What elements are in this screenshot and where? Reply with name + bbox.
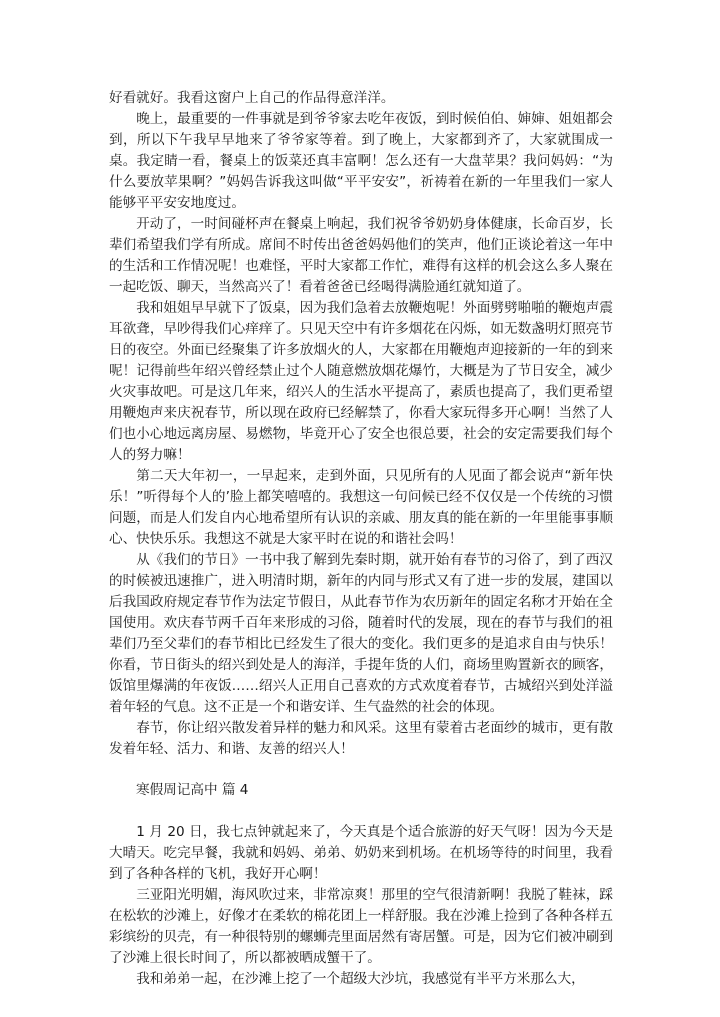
- paragraph: 开动了，一时间碰杯声在餐桌上响起，我们祝爷爷奶奶身体健康，长命百岁，长辈们希望我们学有所成。席间不时传出爸爸妈妈他们的笑声，他们正谈论着这一年中的生活和工作情况呢！也难怪，平时大家都工作忙，难得有这样的机会这么多人聚在一起吃饭、聊天，当然高兴了！看着爸爸已经喝得满脸通红就知道了。: [109, 216, 613, 295]
- paragraph: 春节，你让绍兴散发着异样的魅力和风采。这里有蒙着古老面纱的城市，更有散发着年轻、活力、和谐、友善的绍兴人！: [109, 720, 613, 757]
- paragraph: 我和姐姐早早就下了饭桌，因为我们急着去放鞭炮呢！外面劈劈啪啪的鞭炮声震耳欲聋，早吵得我们心痒痒了。只见天空中有许多烟花在闪烁，如无数盏明灯照亮节日的夜空。外面已经聚集了许多放烟火的人，大家都在用鞭炮声迎接新的一年的到来呢！记得前些年绍兴曾经禁止过个人随意燃放烟花爆竹，大概是为了节日安全，减少火灾事故吧。可是这几年来，绍兴人的生活水平提高了，素质也提高了，我们更希望用鞭炮声来庆祝春节，所以现在政府已经解禁了，你看大家玩得多开心啊！当然了人们也小心地远离房屋、易燃物，毕竟开心了安全也很总要，社会的安定需要我们每个人的努力嘛！: [109, 300, 613, 463]
- paragraph: 好看就好。我看这窗户上自己的作品得意洋洋。: [109, 90, 395, 106]
- paragraph: 晚上，最重要的一件事就是到爷爷家去吃年夜饭，到时候伯伯、婶婶、姐姐都会到，所以下午我早早地来了爷爷家等着。到了晚上，大家都到齐了，大家就围成一桌。我定睛一看，餐桌上的饭菜还真丰富啊！怎么还有一大盘苹果？我问妈妈：“为什么要放苹果啊？”妈妈告诉我这叫做“平平安安”，祈祷着在新的一年里我们一家人能够平平安安地度过。: [109, 111, 613, 211]
- paragraph: 三亚阳光明媚，海风吹过来，非常凉爽！那里的空气很清新啊！我脱了鞋袜，踩在松软的沙滩上，好像才在柔软的棉花团上一样舒服。我在沙滩上捡到了各种各样五彩缤纷的贝壳，有一种很特别的螺蛳壳里面居然有寄居蟹。可是，因为它们被冲刷到了沙滩上很长时间了，所以都被晒成蟹干了。: [109, 887, 613, 966]
- section-title: 寒假周记高中 篇 4: [136, 782, 249, 798]
- paragraph: 第二天大年初一，一早起来，走到外面，只见所有的人见面了都会说声“新年快乐！”听得每个人的’脸上都笑嘻嘻的。我想这一句问候已经不仅仅是一个传统的习惯问题，而是人们发自内心地希望所有认识的亲戚、朋友真的能在新的一年里能事事顺心、快快乐乐。我想这不就是大家平时在说的和谐社会吗！: [109, 468, 613, 547]
- paragraph: 我和弟弟一起，在沙滩上挖了一个超级大沙坑，我感觉有半平方米那么大，: [136, 971, 585, 987]
- paragraph: 1 月 20 日，我七点钟就起来了，今天真是个适合旅游的好天气呀！因为今天是大晴天。吃完早餐，我就和妈妈、弟弟、奶奶来到机场。在机场等待的时间里，我看到了各种各样的飞机，我好开心啊！: [109, 824, 613, 882]
- document-body: [109, 88, 613, 990]
- paragraph: 从《我们的节日》一书中我了解到先秦时期，就开始有春节的习俗了，到了西汉的时候被迅速推广，进入明清时期，新年的内同与形式又有了进一步的发展，建国以后我国政府规定春节作为法定节假日，从此春节作为农历新年的固定名称才开始在全国使用。欢庆春节两千百年来形成的习俗，随着时代的发展，现在的春节与我们的祖辈们乃至父辈们的春节相比已经发生了很大的变化。我们更多的是追求自由与快乐！你看，节日街头的绍兴到处是人的海洋，手提年货的人们，商场里购置新衣的顾客，饭馆里爆满的年夜饭……绍兴人正用自己喜欢的方式欢度着春节，古城绍兴到处洋溢着年轻的气息。这不正是一个和谐安详、生气盎然的社会的体现。: [109, 552, 613, 715]
